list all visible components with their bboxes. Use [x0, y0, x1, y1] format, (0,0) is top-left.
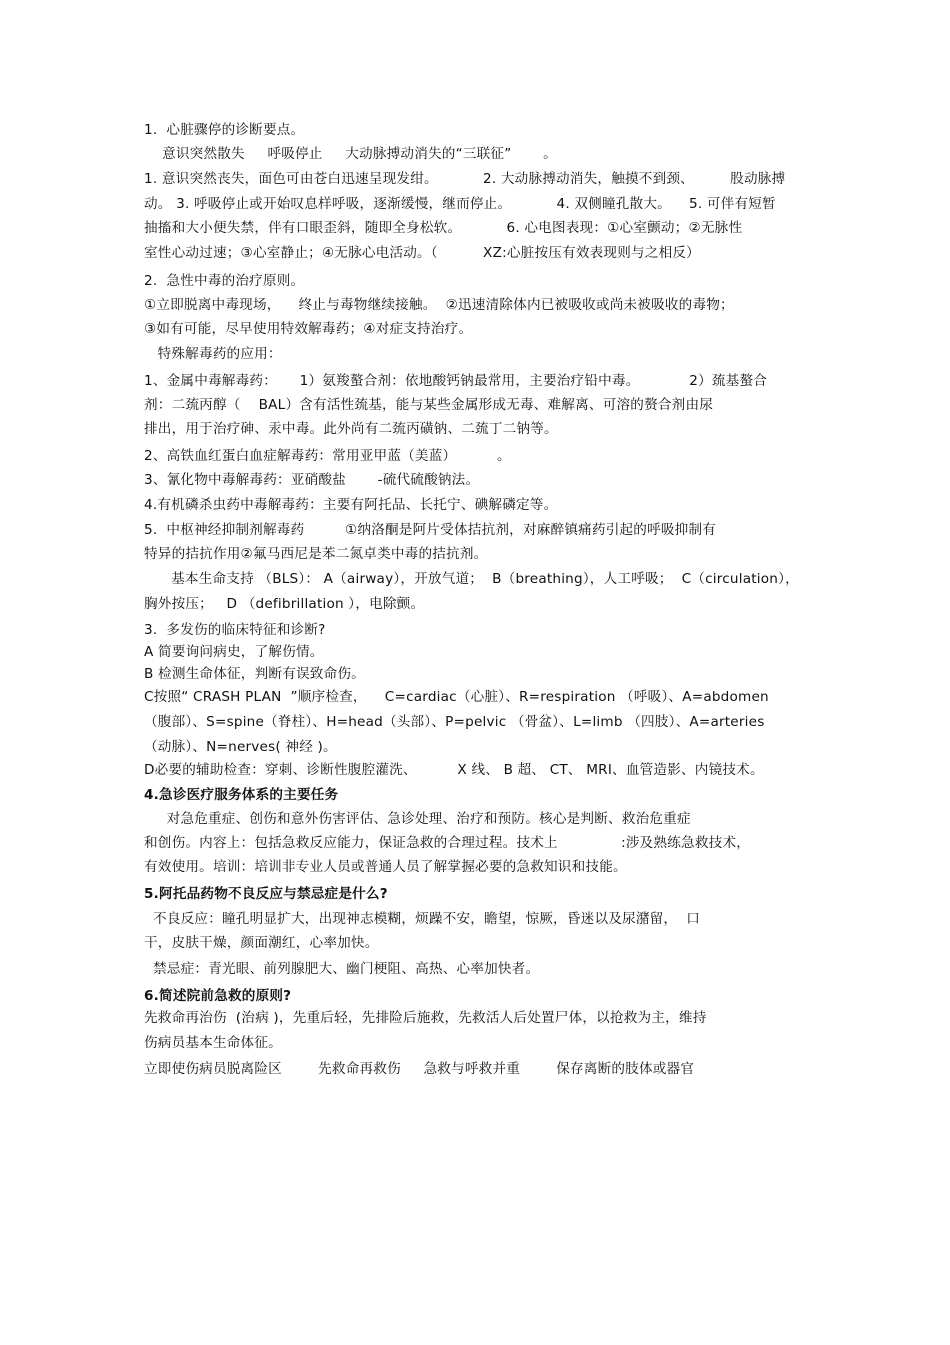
text-line: 1、金属中毒解毒药： 1）氨羧螯合剂：依地酸钙钠最常用，主要治疗铅中毒。 2）巯基螯合: [144, 373, 768, 389]
text-line: B 检测生命体征，判断有误致命伤。: [144, 666, 365, 682]
text-line: 胸外按压； D （defibrillation ），电除颤。: [144, 596, 425, 612]
text-line: A 简要询问病史，了解伤情。: [144, 644, 324, 660]
heading-5: 5.阿托品药物不良反应与禁忌症是什么?: [144, 886, 388, 902]
text-line: 立即使伤病员脱离险区 先救命再救伤 急救与呼救并重 保存离断的肢体或器官: [144, 1061, 695, 1077]
heading-3: 3. 多发伤的临床特征和诊断?: [144, 622, 326, 638]
text-line: （动脉）、N=nerves( 神经 )。: [144, 739, 337, 755]
text-line: 有效使用。培训：培训非专业人员或普通人员了解掌握必要的急救知识和技能。: [144, 859, 627, 875]
heading-6: 6.简述院前急救的原则?: [144, 988, 292, 1004]
text-line: ③如有可能，尽早使用特效解毒药；④对症支持治疗。: [144, 321, 473, 337]
text-line: 先救命再治伤 (治病 )，先重后轻，先排险后施救，先救活人后处置尸体，以抢救为主，维持: [144, 1010, 707, 1026]
text-line: C按照“ CRASH PLAN ”顺序检查， C=cardiac（心脏）、R=respiration （呼吸）、A=abdomen: [144, 689, 769, 705]
text-line: 4.有机磷杀虫药中毒解毒药：主要有阿托品、长托宁、碘解磷定等。: [144, 497, 558, 513]
text-line: 1. 意识突然丧失，面色可由苍白迅速呈现发绀。 2. 大动脉搏动消失，触摸不到颈、 股动脉搏: [144, 171, 786, 187]
text-line: 对急危重症、创伤和意外伤害评估、急诊处理、治疗和预防。核心是判断、救治危重症: [144, 811, 691, 827]
text-line: 动。 3. 呼吸停止或开始叹息样呼吸，逐渐缓慢，继而停止。 4. 双侧瞳孔散大。 5. 可伴有短暂: [144, 196, 776, 212]
heading-4: 4.急诊医疗服务体系的主要任务: [144, 787, 339, 803]
text-line: D必要的辅助检查：穿刺、诊断性腹腔灌洗、 X 线、 B 超、 CT、 MRI、血管造影、内镜技术。: [144, 762, 764, 778]
text-line: 意识突然散失 呼吸停止 大动脉搏动消失的“三联征” 。: [144, 146, 557, 162]
text-line: 基本生命支持 （BLS）： A（airway），开放气道； B（breathing），人工呼吸； C（circulation），: [144, 571, 799, 587]
text-line: 特殊解毒药的应用：: [144, 346, 282, 362]
text-line: 不良反应：瞳孔明显扩大，出现神志模糊，烦躁不安，瞻望，惊厥，昏迷以及尿潴留， 口: [144, 911, 701, 927]
text-line: ①立即脱离中毒现场， 终止与毒物继续接触。 ②迅速清除体内已被吸收或尚未被吸收的毒物；: [144, 297, 734, 313]
text-line: 和创伤。内容上：包括急救反应能力，保证急救的合理过程。技术上 :涉及熟练急救技术，: [144, 835, 751, 851]
text-line: 干，皮肤干燥，颜面潮红，心率加快。: [144, 935, 379, 951]
text-line: （腹部）、S=spine（脊柱）、H=head（头部）、P=pelvic （骨盆）、L=limb （四肢）、A=arteries: [144, 714, 765, 730]
text-line: 3、氰化物中毒解毒药：亚硝酸盐 -硫代硫酸钠法。: [144, 472, 480, 488]
text-line: 抽搐和大小便失禁，伴有口眼歪斜，随即全身松软。 6. 心电图表现：①心室颤动；②无脉性: [144, 220, 743, 236]
text-line: 剂：二巯丙醇（ BAL）含有活性巯基，能与某些金属形成无毒、难解离、可溶的赘合剂由尿: [144, 397, 714, 413]
text-line: 5. 中枢神经抑制剂解毒药 ①纳洛酮是阿片受体拮抗剂，对麻醉镇痛药引起的呼吸抑制有: [144, 522, 717, 538]
heading-1: 1. 心脏骤停的诊断要点。: [144, 122, 305, 138]
text-line: 特异的拮抗作用②氟马西尼是苯二氮卓类中毒的拮抗剂。: [144, 546, 488, 562]
text-line: 室性心动过速；③心室静止；④无脉心电活动。（ XZ:心脏按压有效表现则与之相反）: [144, 245, 700, 261]
heading-2: 2. 急性中毒的治疗原则。: [144, 273, 305, 289]
text-line: 2、高铁血红蛋白血症解毒药：常用亚甲蓝（美蓝） 。: [144, 448, 511, 464]
text-line: 伤病员基本生命体征。: [144, 1035, 282, 1051]
text-line: 排出，用于治疗砷、汞中毒。此外尚有二巯丙磺钠、二巯丁二钠等。: [144, 421, 558, 437]
text-line: 禁忌症：青光眼、前列腺肥大、幽门梗阻、高热、心率加快者。: [144, 961, 540, 977]
